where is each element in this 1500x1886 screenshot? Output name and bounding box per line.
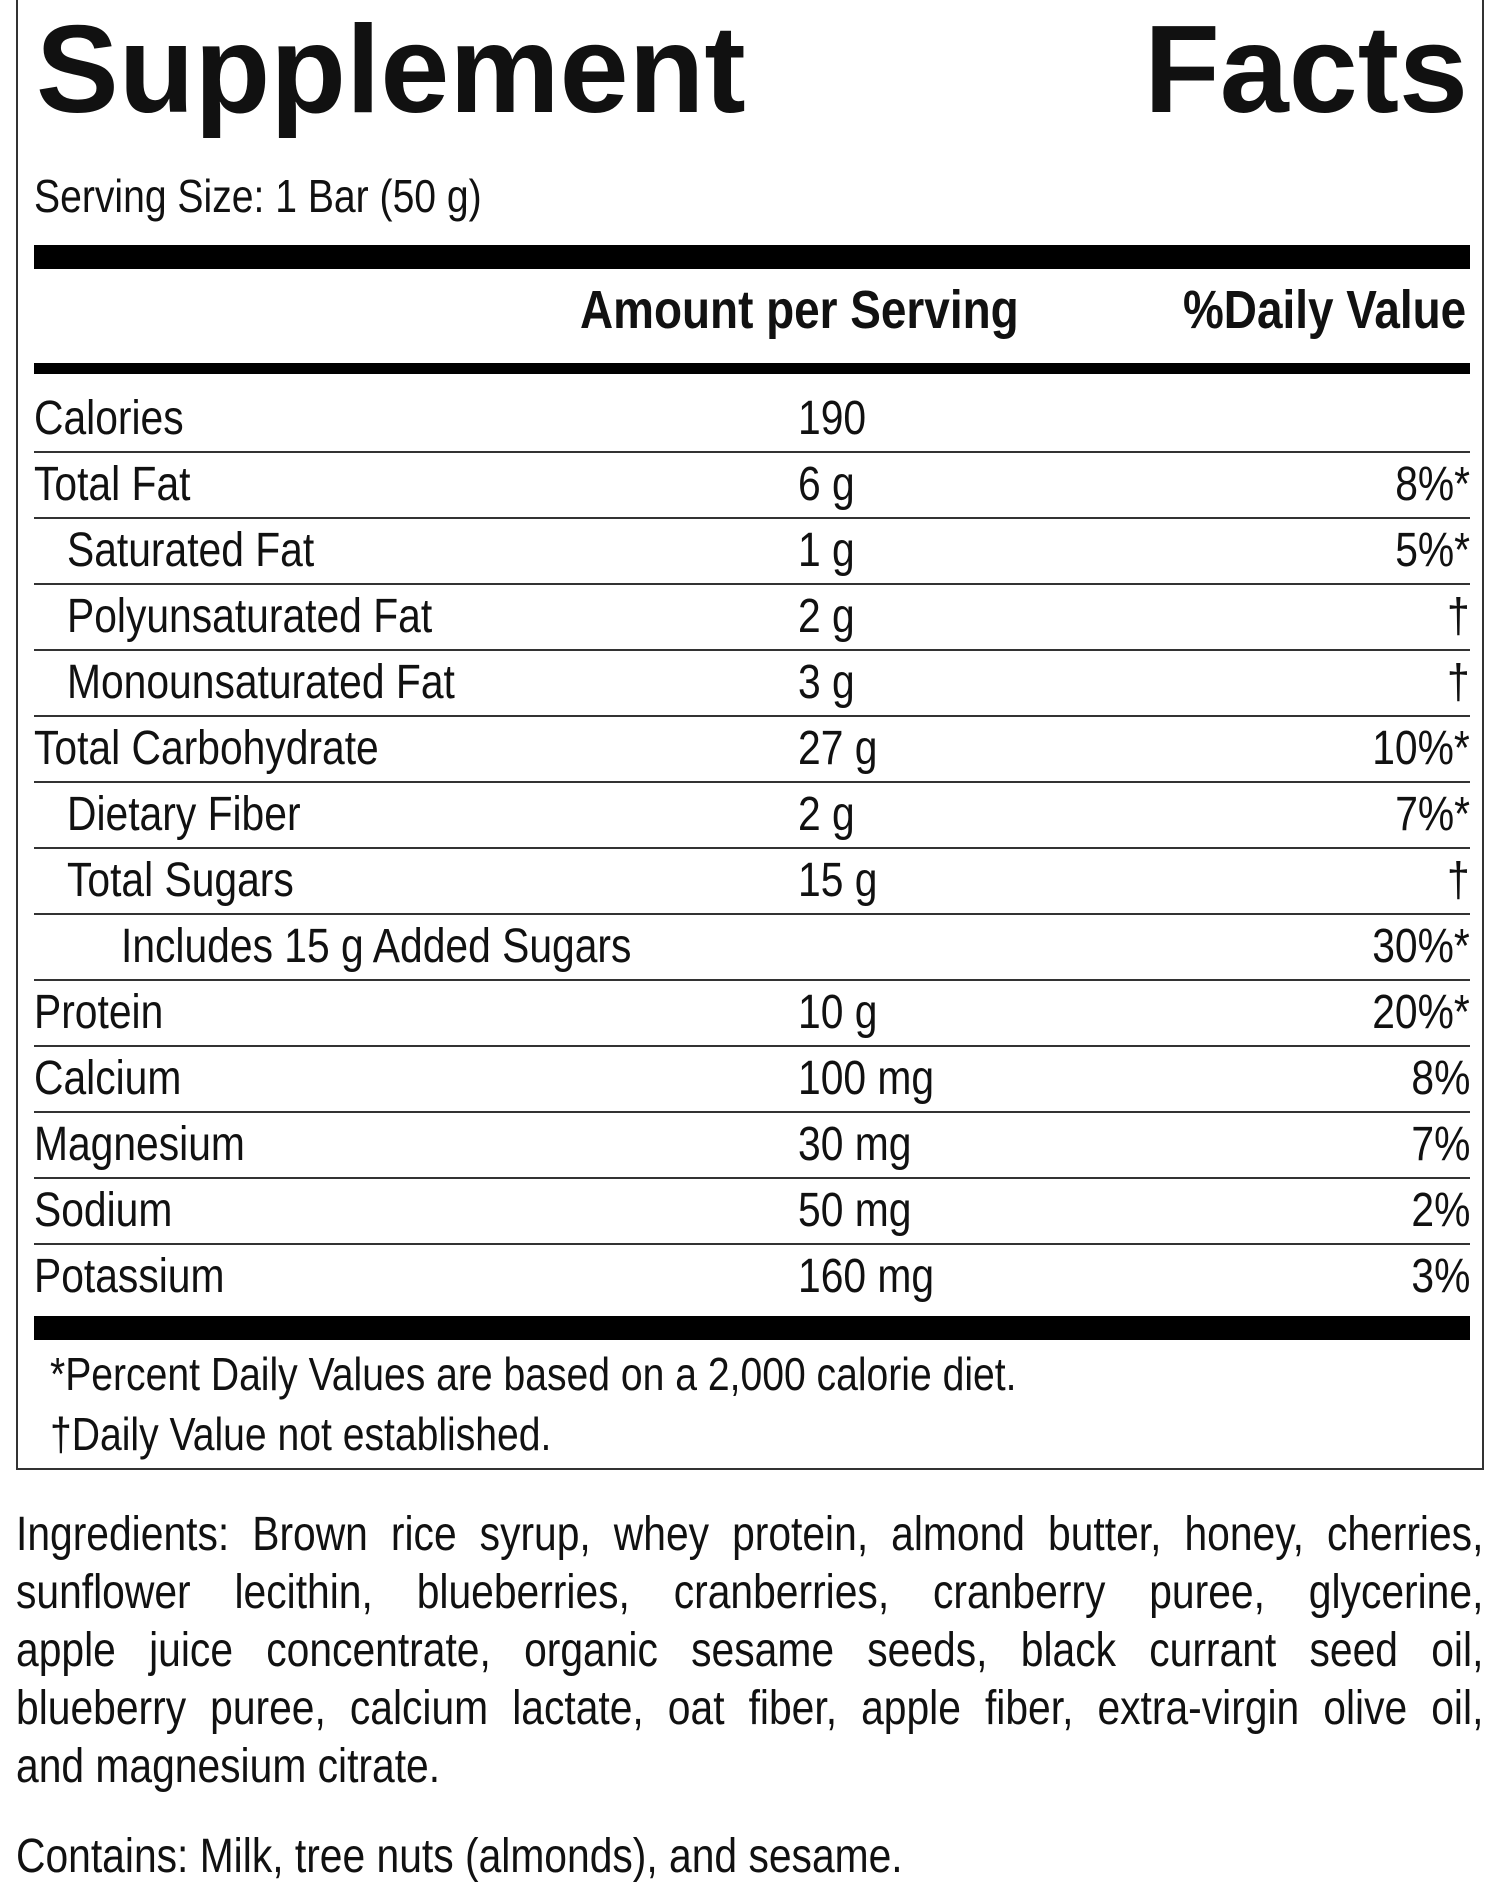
ingredients-line: apple juice concentrate, organic sesame seeds, black currant seed oil, (16, 1624, 1484, 1677)
nutrient-daily-value: 8% (1411, 1052, 1470, 1105)
title-word-facts: Facts (1144, 1, 1468, 139)
nutrient-amount: 2 g (798, 590, 855, 643)
column-header-daily-value: %Daily Value (1182, 280, 1466, 340)
nutrient-daily-value: † (1447, 854, 1470, 907)
table-row (34, 585, 1470, 651)
table-row (34, 915, 1470, 981)
nutrient-name: Magnesium (34, 1118, 245, 1171)
ingredients-line: and magnesium citrate. (16, 1740, 441, 1793)
table-row (34, 1179, 1470, 1245)
nutrient-amount: 2 g (798, 788, 855, 841)
table-row (34, 387, 1470, 453)
nutrient-daily-value: 2% (1411, 1184, 1470, 1237)
nutrient-name: Includes 15 g Added Sugars (121, 920, 632, 973)
nutrient-amount: 10 g (798, 986, 878, 1039)
nutrient-name: Saturated Fat (67, 524, 315, 577)
nutrient-name: Calcium (34, 1052, 182, 1105)
column-header-amount: Amount per Serving (580, 280, 1019, 340)
nutrient-daily-value: 7% (1411, 1118, 1470, 1171)
nutrient-name: Total Carbohydrate (34, 722, 379, 775)
nutrient-daily-value: 30%* (1372, 920, 1470, 973)
nutrient-name: Calories (34, 392, 184, 445)
supplement-facts-panel (16, 0, 1484, 1470)
table-row (34, 717, 1470, 783)
footnotes (50, 1344, 1017, 1464)
nutrient-name: Potassium (34, 1250, 225, 1303)
nutrient-daily-value: 5%* (1395, 524, 1470, 577)
nutrient-amount: 100 mg (798, 1052, 935, 1105)
nutrient-name: Sodium (34, 1184, 173, 1237)
table-row (34, 981, 1470, 1047)
table-row (34, 1047, 1470, 1113)
table-row (34, 1113, 1470, 1179)
table-row (34, 651, 1470, 717)
nutrient-daily-value: † (1447, 590, 1470, 643)
nutrient-name: Total Sugars (67, 854, 294, 907)
nutrient-name: Protein (34, 986, 164, 1039)
allergen-statement: Contains: Milk, tree nuts (almonds), and sesame. (16, 1830, 903, 1883)
nutrient-daily-value: 10%* (1372, 722, 1470, 775)
ingredients-line: blueberry puree, calcium lactate, oat fiber, apple fiber, extra-virgin olive oil, (16, 1682, 1484, 1735)
nutrient-name: Polyunsaturated Fat (67, 590, 433, 643)
thick-rule-bottom (34, 1316, 1470, 1340)
ingredients-list (16, 1506, 1484, 1796)
nutrient-amount: 160 mg (798, 1250, 935, 1303)
title-word-supplement: Supplement (36, 1, 746, 139)
ingredients-line: sunflower lecithin, blueberries, cranberries, cranberry puree, glycerine, (16, 1566, 1484, 1619)
table-row (34, 519, 1470, 585)
nutrient-amount: 30 mg (798, 1118, 912, 1171)
footnote-percent-dv: *Percent Daily Values are based on a 2,000 calorie diet. (50, 1348, 1017, 1400)
nutrient-daily-value: 7%* (1395, 788, 1470, 841)
nutrient-table (34, 387, 1470, 1311)
nutrient-daily-value: 20%* (1372, 986, 1470, 1039)
footnote-dv-not-established: †Daily Value not established. (50, 1408, 552, 1460)
nutrient-name: Monounsaturated Fat (67, 656, 455, 709)
thick-rule-top (34, 245, 1470, 269)
table-row (34, 783, 1470, 849)
table-row (34, 1245, 1470, 1311)
nutrient-amount: 1 g (798, 524, 855, 577)
ingredients-line: Ingredients: Brown rice syrup, whey protein, almond butter, honey, cherries, (16, 1508, 1484, 1561)
nutrient-daily-value: † (1447, 656, 1470, 709)
nutrient-amount: 190 (798, 392, 867, 445)
table-row (34, 453, 1470, 519)
nutrient-amount: 6 g (798, 458, 855, 511)
serving-size: Serving Size: 1 Bar (50 g) (34, 170, 482, 222)
header-rule (34, 363, 1470, 374)
table-row (34, 849, 1470, 915)
nutrient-amount: 15 g (798, 854, 878, 907)
nutrient-amount: 27 g (798, 722, 878, 775)
nutrient-amount: 50 mg (798, 1184, 912, 1237)
nutrient-daily-value: 3% (1411, 1250, 1470, 1303)
panel-title (36, 0, 1468, 140)
nutrient-name: Total Fat (34, 458, 191, 511)
nutrient-name: Dietary Fiber (67, 788, 301, 841)
nutrient-daily-value: 8%* (1395, 458, 1470, 511)
nutrient-amount: 3 g (798, 656, 855, 709)
